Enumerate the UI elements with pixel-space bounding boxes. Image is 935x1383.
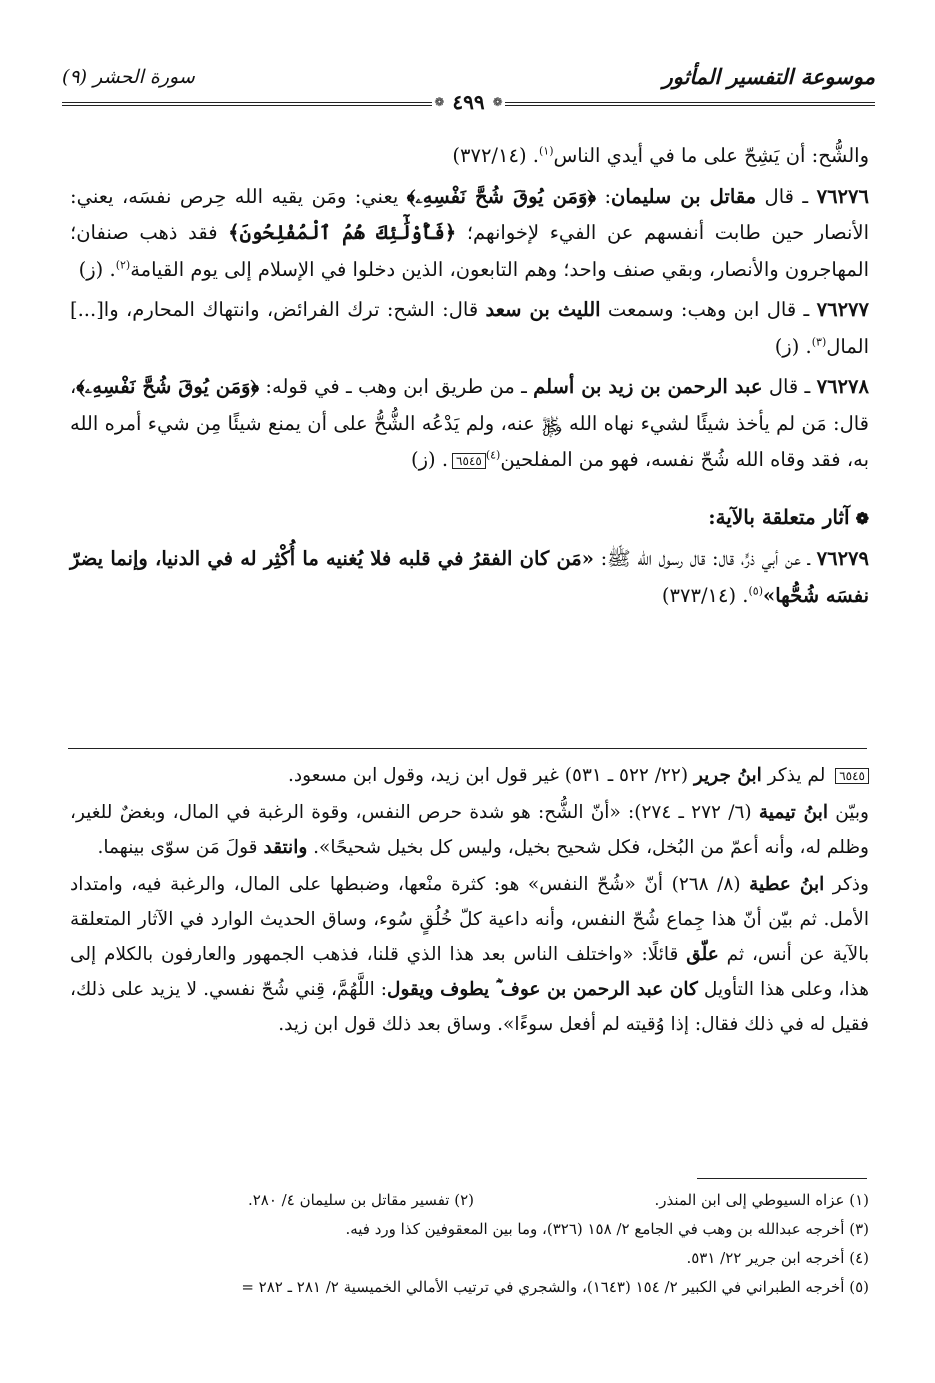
scholar-name: ابنُ جرير: [693, 765, 762, 786]
footnote-row: [40, 1215, 869, 1244]
paragraph-76279: [70, 541, 869, 614]
paragraph-76277: [70, 292, 869, 365]
footnote-3: (٣) أخرجه عبدالله بن وهب في الجامع ٢/ ١٥٨ (٣٢٦)، وما بين المعقوفين كذا ورد فيه.: [345, 1220, 869, 1238]
athar-number: ٧٦٢٧٦: [816, 184, 869, 208]
section-heading: [70, 499, 869, 538]
p2-end: . (ز): [774, 334, 812, 358]
p3-end: . (ز): [411, 448, 449, 471]
footnote-5: (٥) أخرجه الطبراني في الكبير ٢/ ١٥٤ (١٦٤٣)، والشجري في ترتيب الأمالي الخميسية ٢/ ٢٨١ ـ ٢٨٢ =: [241, 1278, 869, 1296]
footnote-row: [40, 1244, 869, 1273]
note-keyword: علّق: [686, 944, 719, 965]
commentary-note: [70, 758, 869, 1044]
speaker-name: الليث بن سعد: [485, 298, 601, 321]
p4-ref: . (٣٧٣/١٤): [661, 583, 749, 607]
page-number-block: [434, 90, 502, 114]
footnote-row: [40, 1273, 869, 1302]
footnote-marker: (١): [538, 144, 554, 158]
note-text: (٨/ ٢٦٨) أنّ «شُحّ النفس» هو: كثرة منْعها، وضبطها على المال، والرغبة فيه، وامتداد الأمل. ثم بيّن أنّ هذا جِماع شُحّ النفس، وأنه داعية كلّ خُلُقٍ سُوء، وساق الحديث الوارد في الآثار المتعلقة بالآية عن أنس، ثم: [70, 874, 869, 965]
p1-lead: ـ قال: [756, 184, 817, 208]
note-text: وبيّن: [827, 802, 869, 823]
athar-number: ٧٦٢٧٩: [816, 547, 869, 570]
footnote-2: (٢) تفسير مقاتل بن سليمان ٤/ ٢٨٠.: [247, 1191, 474, 1209]
paragraph-76276: [70, 179, 869, 289]
note-para-3: [70, 867, 869, 1042]
book-title: موسوعة التفسير المأثور: [662, 64, 875, 89]
note-number-box: ٦٥٤٥: [835, 768, 869, 784]
speaker-name: عبد الرحمن بن زيد بن أسلم: [533, 375, 763, 398]
scholar-name: ابنُ عطية: [749, 874, 825, 895]
p3-lead: ـ قال: [762, 375, 817, 398]
quran-quote: ﴿وَمَن يُوقَ شُحَّ نَفْسِهِۦ﴾: [76, 375, 260, 398]
note-text: (٦/ ٢٧٢ ـ ٢٧٤): «أنّ الشُّح: هو شدة حرص النفس، وقوة الرغبة في المال، وبغضٌ للغير، وظلم له، وأنه أعمّ من البُخل، فكل شحيح بخيل، وليس كل بخيل شحيحًا».: [70, 802, 869, 858]
footnote-marker: (٥): [748, 584, 764, 597]
p1-colon: :: [596, 184, 612, 208]
header-rule-right: [505, 102, 875, 106]
footnotes: [40, 1186, 869, 1302]
surah-title: سورة الحشر (٩): [62, 66, 195, 88]
note-keyword: وانتقد: [263, 837, 308, 858]
note-text: قولَ مَن سوّى بينهما.: [97, 837, 264, 858]
footnote-separator: [697, 1178, 867, 1179]
ornament-icon: ❁: [492, 95, 503, 109]
footnote-row: [40, 1186, 869, 1215]
scholar-name: ابنُ تيمية: [758, 802, 828, 823]
footnote-4: (٤) أخرجه ابن جرير ٢٢/ ٥٣١.: [686, 1249, 869, 1267]
footnote-marker: (٤): [485, 448, 501, 462]
footnote-marker: (٢): [115, 258, 131, 271]
footnote-marker: (٣): [811, 335, 827, 348]
note-text: لم يذكر: [761, 765, 832, 786]
p4-lead: ـ عن أبي ذرٍّ، قال: قال رسول الله ﷺ:: [593, 547, 817, 570]
athar-number: ٧٦٢٧٧: [816, 298, 870, 321]
header-rule-left: [62, 102, 432, 106]
note-text: : اللَّهُمَّ، قِني شُحّ نفسي. لا يزيد على ذلك، فقيل له في ذلك فقال: إذا وُقيته لم أفعل سوءًا». وساق بعد ذلك قول ابن زيد.: [70, 979, 869, 1035]
paragraph-76278: [70, 369, 869, 479]
p1-text1: يعني: ومَن يقيه الله حِرص نفسَه، يعني: الأنصار حين طابت أنفسهم عن الفيء لإخوانهم؛: [70, 184, 869, 244]
note-para-1: [70, 758, 869, 793]
section-title-text: آثار متعلقة بالآية:: [708, 504, 850, 529]
speaker-name: مقاتل بن سليمان: [611, 184, 757, 208]
note-text: وذكر: [824, 874, 869, 895]
p2-text: قال: الشح: ترك الفرائض، وانتهاك المحارم، وا[...] المال: [70, 298, 869, 358]
main-text: [70, 138, 869, 618]
note-reference-box: ٦٥٤٥: [452, 453, 486, 469]
note-para-2: [70, 795, 869, 865]
p0-ref: . (٣٧٢/١٤): [452, 144, 539, 167]
flower-ornament-icon: ❁: [855, 508, 869, 528]
p0-text: والشُّح: أن يَشِحّ على ما في أيدي الناس: [553, 144, 869, 167]
ornament-icon: ❁: [434, 95, 445, 109]
note-keyword: كان عبد الرحمن بن عوف ؓ يطوف ويقول: [387, 979, 698, 1000]
p3-text2: ، قال: مَن لم يأخذ شيئًا لشيء نهاه الله ﷿ عنه، ولم يَدْعُه الشُّحُّ على أن يمنع شيئًا مِن شيء أمره الله به، فقد وقاه الله شُحّ نفسه، فهو من المفلحين: [70, 375, 869, 471]
footnote-1: (١) عزاه السيوطي إلى ابن المنذر.: [654, 1191, 869, 1209]
note-text: قائلًا: «واختلف الناس بعد هذا الذي قلنا، فذهب الجمهور والعارفون بالكلام إلى هذا، وعلى هذا التأويل: [70, 944, 869, 1000]
athar-number: ٧٦٢٧٨: [816, 375, 869, 398]
quran-quote: ﴿فَأُوْلَٰٓئِكَ هُمُ ٱلْمُفْلِحُونَ﴾: [228, 221, 457, 244]
note-text: (٢٢/ ٥٢٢ ـ ٥٣١) غير قول ابن زيد، وقول ابن مسعود.: [288, 765, 694, 786]
page-number: ٤٩٩: [452, 90, 485, 114]
quran-quote: ﴿وَمَن يُوقَ شُحَّ نَفْسِهِۦ﴾: [406, 184, 596, 208]
hadith-quote: «مَن كان الفقرُ في قلبه فلا يُغنيه ما أُكْثِر له في الدنيا، وإنما يضرّ نفسَه شُحُّها»: [70, 547, 869, 607]
paragraph-0: [70, 138, 869, 175]
page-header: [62, 58, 875, 114]
p2-lead: ـ قال ابن وهب: وسمعت: [600, 298, 817, 321]
note-separator: [68, 748, 867, 749]
p1-end: . (ز): [78, 257, 116, 281]
p3-text1: ـ من طريق ابن وهب ـ في قوله:: [259, 375, 534, 398]
p1-text2: فقد ذهب صنفان؛ المهاجرون والأنصار، وبقي صنف واحد؛ وهم التابعون، الذين دخلوا في الإسلام إلى يوم القيامة: [70, 221, 869, 281]
